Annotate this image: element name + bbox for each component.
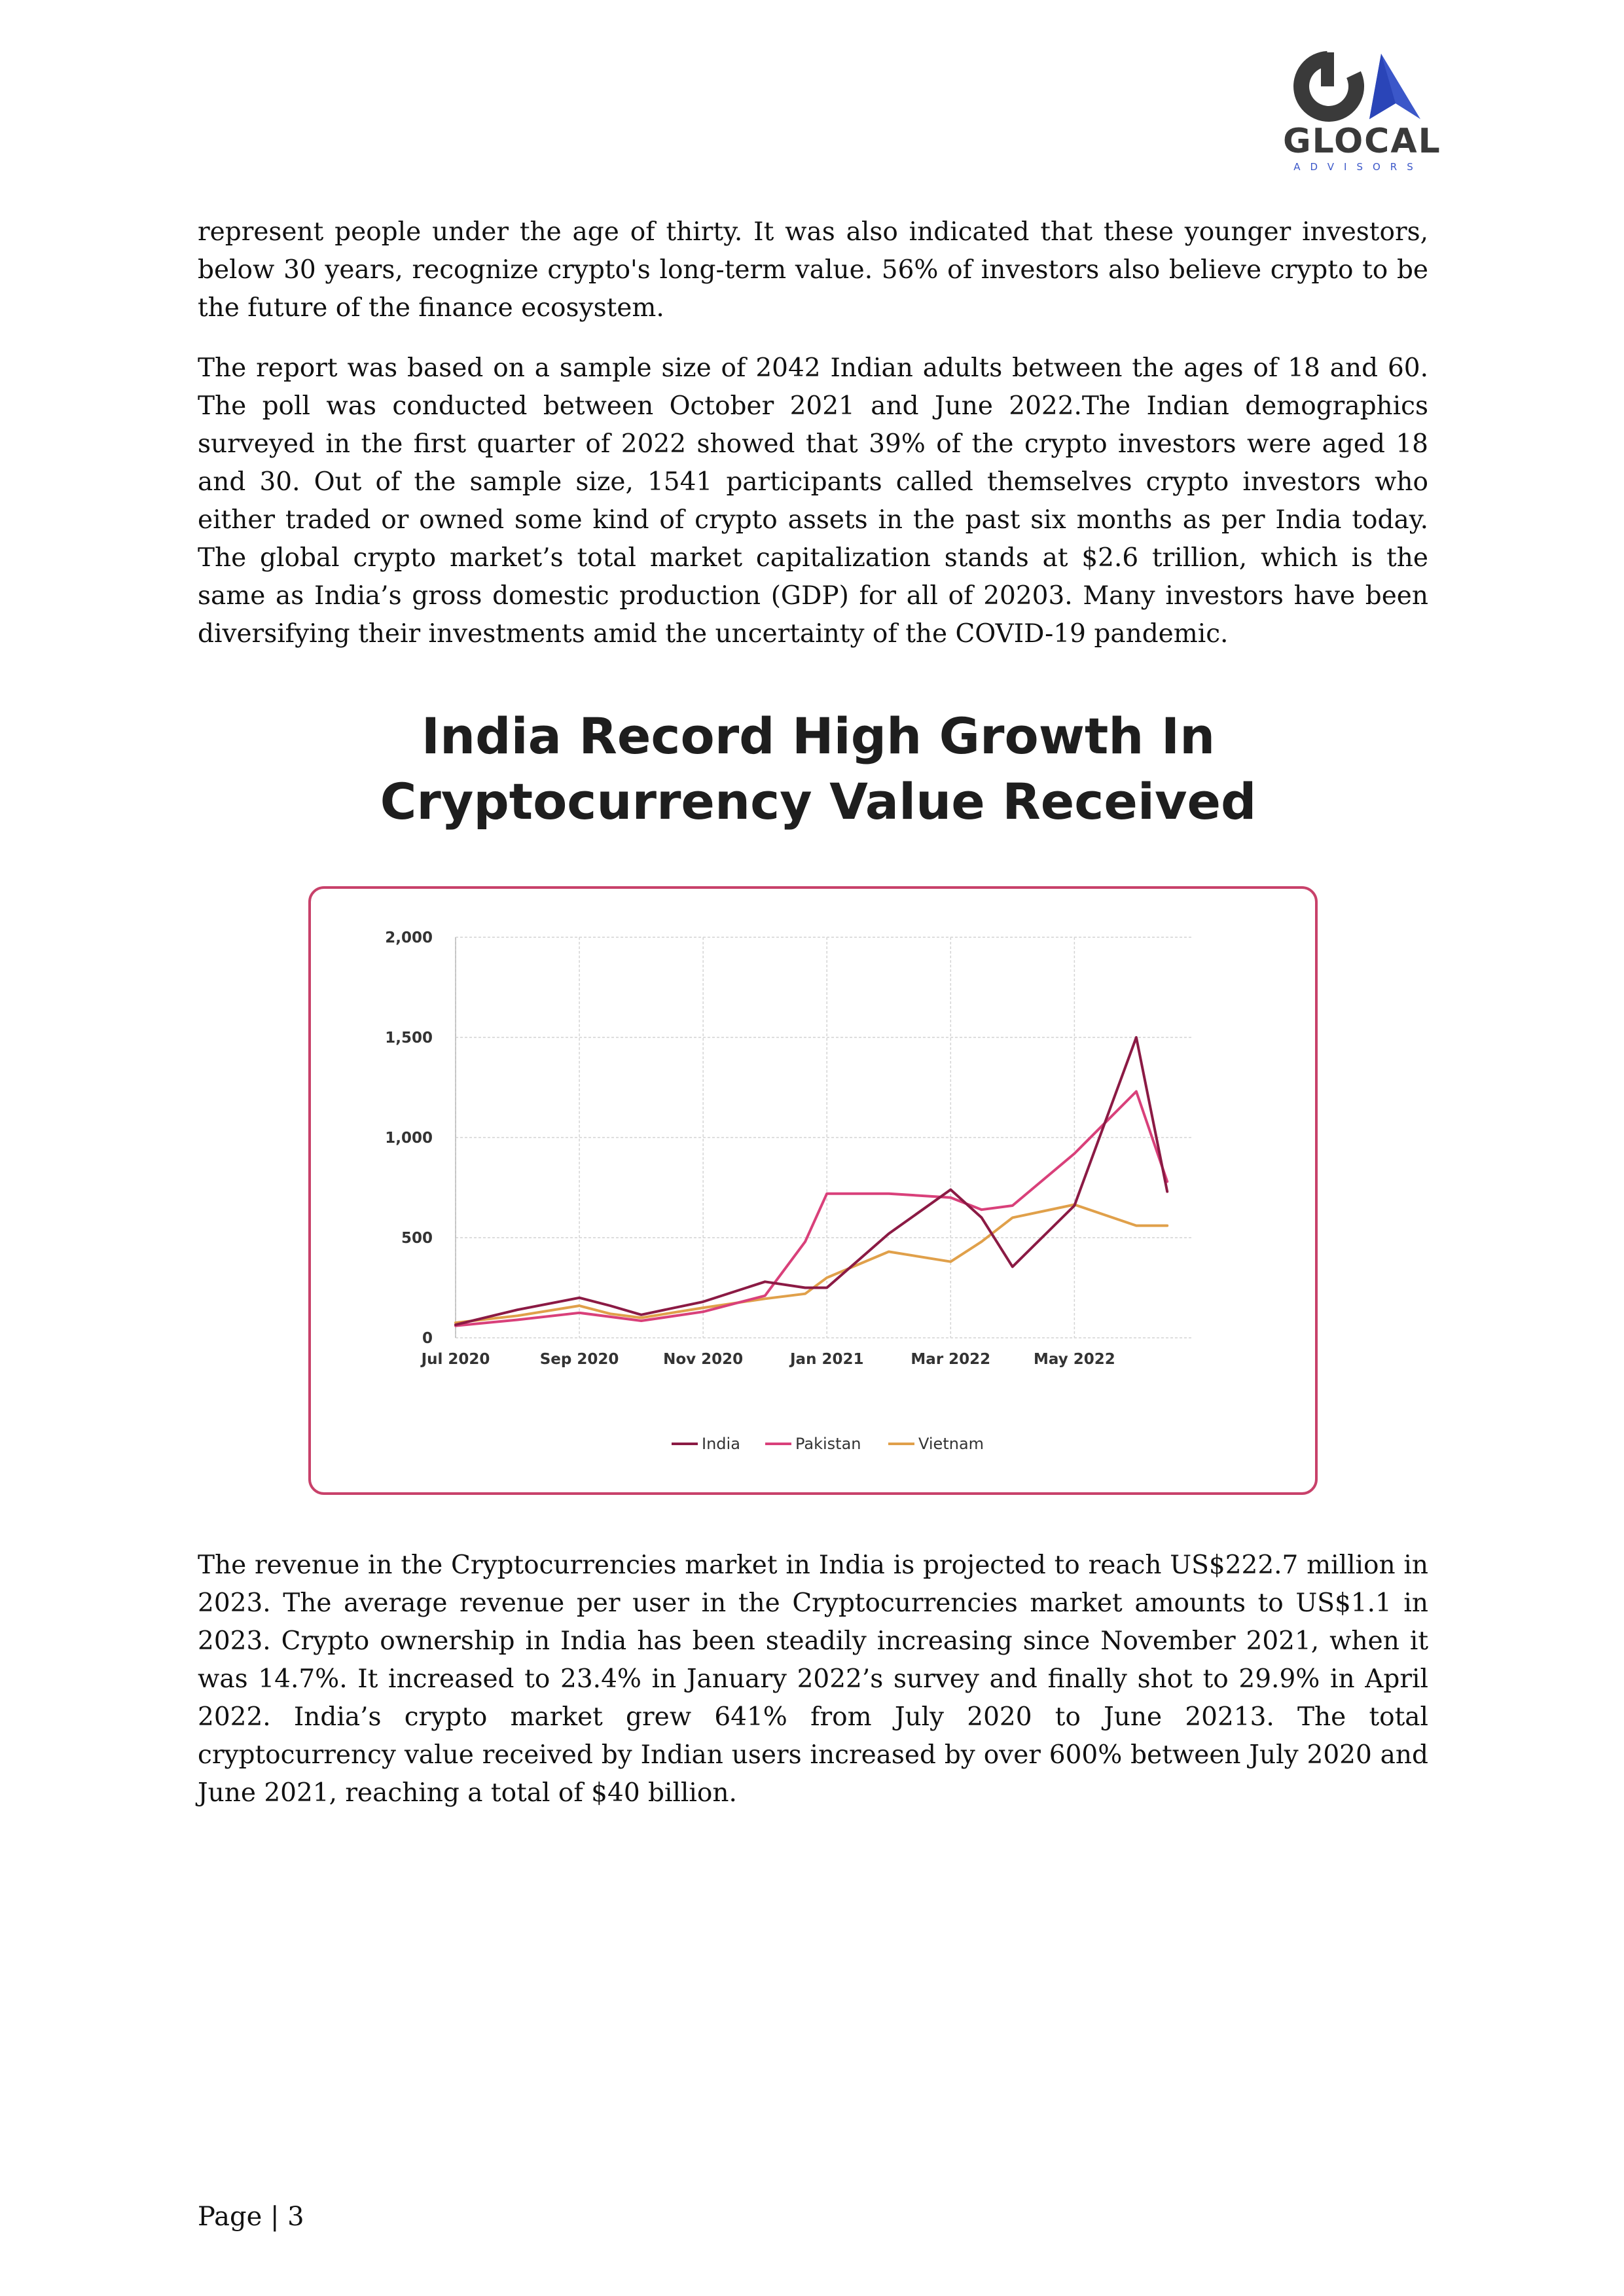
- chart-title-line-2: Cryptocurrency Value Received: [380, 772, 1257, 831]
- logo-subtitle: ADVISORS: [1293, 161, 1423, 173]
- paragraph-3: The revenue in the Cryptocurrencies market in India is projected to reach US$222.7 million in 2023. The average revenue per user in the Cryptocurrencies market amounts to US$1.1 in 2023. Crypto ownership in India has been steadily increasing since November 2021, when it was 14.7%. It increased to 23.4% in January 2022’s survey and finally shot to 29.9% in April 2022. India’s crypto market grew 641% from July 2020 to June 20213. The total cryptocurrency value received by Indian users increased by over 600% between July 2020 and June 2021, reaching a total of $40 billion.: [198, 1551, 1428, 1808]
- chart-title: [295, 704, 1342, 834]
- y-tick-label: 1,500: [385, 1030, 433, 1047]
- y-tick-label: 0: [422, 1330, 433, 1347]
- y-tick-label: 500: [401, 1230, 433, 1247]
- logo-mark-icon: [1283, 51, 1434, 123]
- x-tick-label: Nov 2020: [663, 1351, 744, 1368]
- page-number: Page | 3: [198, 2202, 304, 2232]
- line-chart: [308, 886, 1318, 1495]
- logo-wordmark: GLOCAL: [1283, 122, 1441, 161]
- series-line-vietnam: [456, 1205, 1167, 1323]
- x-tick-label: May 2022: [1034, 1351, 1115, 1368]
- x-tick-label: Sep 2020: [539, 1351, 619, 1368]
- glocal-advisors-logo: [1283, 51, 1440, 182]
- x-tick-label: Jul 2020: [421, 1351, 490, 1368]
- paragraph-2: The report was based on a sample size of 2042 Indian adults between the ages of 18 and 60. The poll was conducted between October 2021 and June 2022.The Indian demographics surveyed in the first quarter of 2022 showed that 39% of the crypto investors were aged 18 and 30. Out of the sample size, 1541 participants called themselves crypto investors who either traded or owned some kind of crypto assets in the past six months as per India today. The global crypto market’s total market capitalization stands at $2.6 trillion, which is the same as India’s gross domestic production (GDP) for all of 20203. Many investors have been diversifying their investments amid the uncertainty of the COVID-19 pandemic.: [198, 353, 1428, 649]
- y-tick-label: 1,000: [385, 1130, 433, 1147]
- chart-title-line-1: India Record High Growth In: [421, 707, 1216, 765]
- legend-label-india: India: [702, 1435, 740, 1453]
- legend-label-pakistan: Pakistan: [795, 1435, 861, 1453]
- y-tick-label: 2,000: [385, 929, 433, 946]
- paragraph-1: represent people under the age of thirty. It was also indicated that these younger investors, below 30 years, recognize crypto's long-term value. 56% of investors also believe crypto to be the future of the finance ecosystem.: [198, 217, 1428, 323]
- x-tick-label: Jan 2021: [789, 1351, 864, 1368]
- x-tick-label: Mar 2022: [911, 1351, 991, 1368]
- series-line-india: [456, 1037, 1167, 1325]
- legend-label-vietnam: Vietnam: [918, 1435, 984, 1453]
